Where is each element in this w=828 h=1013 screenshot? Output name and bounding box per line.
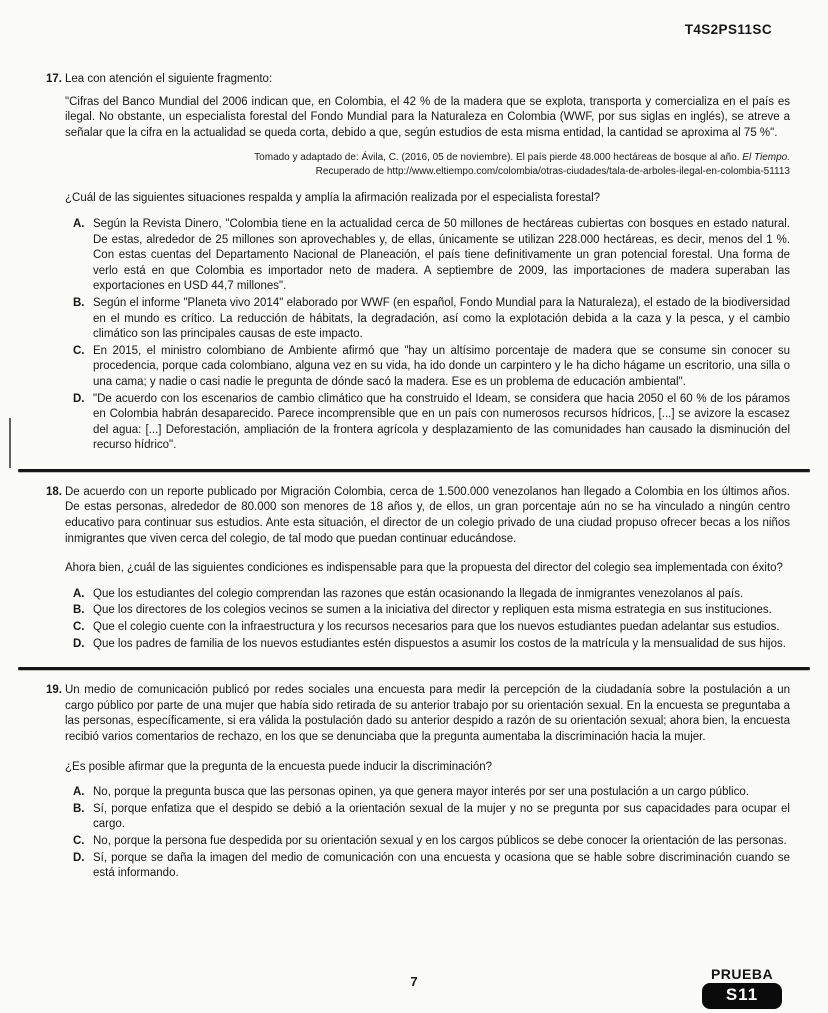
section-divider bbox=[18, 469, 810, 472]
options-list bbox=[73, 785, 790, 882]
option-text: Sí, porque se daña la imagen del medio de comunicación con una encuesta y ocasiona que se hable sobre discriminación cuando se está informando. bbox=[93, 851, 790, 880]
q17-option-a bbox=[73, 217, 790, 295]
option-letter: C. bbox=[73, 621, 85, 634]
source-url: Recuperado de http://www.eltiempo.com/colombia/otras-ciudades/tala-de-arboles-ilegal-en-colombia-51113 bbox=[315, 165, 790, 177]
quote-text: "Cifras del Banco Mundial del 2006 indican que, en Colombia, el 42 % de la madera que se explota, transporta y comercializa en el país es ilegal. No obstante, un especialista forestal del Fondo Mundial para la Naturaleza en Colombia (WWF, por sus siglas en inglés), se atreve a señalar que la cifra en la actualidad se queda corta, debido a que, según estudios de esta misma entidad, la cantidad se aproxima al 75 %". bbox=[65, 95, 790, 139]
q17-option-b bbox=[73, 296, 790, 343]
option-letter: A. bbox=[73, 786, 85, 799]
option-text: Según la Revista Dinero, "Colombia tiene en la actualidad cerca de 50 millones de hectáreas cubiertas con bosques en estado natural. De estas, alrededor de 25 millones son aprovechables y, de ellas, únicamente se utilizan 228.000 hectáreas, es decir, menos del 1 %. Con estas cuentas del Departamento Nacional de Planeación, el país tiene definitivamente un gran potencial forestal. Una forma de verlo está en que Colombia es importador neto de madera. A septiembre de 2009, las importaciones de madera superaban las exportaciones en USD 44,7 millones". bbox=[93, 217, 790, 293]
option-letter: B. bbox=[73, 802, 85, 815]
option-text: No, porque la pregunta busca que las personas opinen, ya que genera mayor interés por ser una postulación a un cargo público. bbox=[93, 786, 749, 799]
option-text: No, porque la persona fue despedida por su orientación sexual y en los cargos públicos se debe conocer la orientación de las personas. bbox=[93, 834, 787, 847]
q18-option-b bbox=[73, 603, 790, 619]
option-text: En 2015, el ministro colombiano de Ambiente afirmó que "hay un altísimo porcentaje de madera que se consume sin conocer su procedencia, porque cada colombiano, alguna vez en su vida, ha ido donde un carpintero y le ha dicho hágame un escritorio, una silla o una cama; y nadie o casi nadie le pregunta de dónde sacó la madera. Ese es un problema de educación ambiental". bbox=[93, 344, 790, 388]
question-number: 17. bbox=[46, 73, 62, 85]
options-list bbox=[73, 587, 790, 652]
option-text: Que los directores de los colegios vecinos se sumen a la iniciativa del director y repliquen esta misma estrategia en sus instituciones. bbox=[93, 604, 772, 617]
source-publication: El Tiempo. bbox=[742, 152, 790, 164]
source-text: Tomado y adaptado de: Ávila, C. (2016, 05 de noviembre). El país pierde 48.000 hectáreas de bosque al año. bbox=[254, 152, 743, 164]
option-letter: C. bbox=[73, 834, 85, 847]
question-prompt: ¿Cuál de las siguientes situaciones respalda y amplía la afirmación realizada por el especialista forestal? bbox=[65, 192, 601, 205]
options-list bbox=[73, 217, 790, 454]
prueba-code-badge: S11 bbox=[702, 983, 782, 1009]
option-letter: A. bbox=[73, 587, 85, 600]
q19-option-b bbox=[73, 802, 790, 833]
option-text: Según el informe "Planeta vivo 2014" elaborado por WWF (en español, Fondo Mundial para la Naturaleza), el estado de la biodiversidad en el mundo es crítico. La reducción de hábitats, la degradación, así como la explotación debida a la caza y la pesca, y el cambio climático son las principales causas de este impacto. bbox=[93, 296, 790, 341]
question-17 bbox=[46, 72, 790, 455]
option-letter: D. bbox=[73, 851, 85, 864]
section-divider bbox=[18, 667, 810, 670]
question-prompt: ¿Es posible afirmar que la pregunta de la encuesta puede inducir la discriminación? bbox=[65, 760, 493, 773]
q17-option-c bbox=[73, 344, 790, 391]
prueba-label: PRUEBA bbox=[710, 966, 774, 982]
q18-option-d bbox=[73, 637, 790, 653]
option-letter: B. bbox=[73, 296, 85, 309]
option-letter: D. bbox=[73, 392, 85, 405]
q19-option-a bbox=[73, 785, 790, 801]
question-prompt: Ahora bien, ¿cuál de las siguientes condiciones es indispensable para que la propuesta del director del colegio sea implementada con éxito? bbox=[65, 562, 783, 575]
option-text: Sí, porque enfatiza que el despido se debió a la orientación sexual de la mujer y no se pregunta por sus capacidades para ocupar el cargo. bbox=[93, 802, 790, 831]
option-text: Que los padres de familia de los nuevos estudiantes estén dispuestos a asumir los costos de la matrícula y la mensualidad de sus hijos. bbox=[93, 637, 786, 650]
question-text: Un medio de comunicación publicó por redes sociales una encuesta para medir la percepción de la ciudadanía sobre la postulación a un cargo público por parte de una mujer que había sido retirada de su anterior trabajo por su orientación sexual. En la encuesta se preguntaba a las personas, específicamente, si era válida la postulación dado su anterior despido a razón de su orientación sexual; ahora bien, la encuesta recibió varios comentarios de rechazo, en los que se denunciaba que la pregunta aumentaba la discriminación hacia la mujer. bbox=[65, 684, 790, 743]
source-citation bbox=[65, 151, 790, 178]
page-number: 7 bbox=[410, 974, 418, 989]
q19-option-d bbox=[73, 851, 790, 882]
option-text: Que los estudiantes del colegio comprendan las razones que están ocasionando la llegada de inmigrantes venezolanos al país. bbox=[93, 587, 744, 600]
prueba-badge bbox=[702, 966, 782, 1009]
option-letter: A. bbox=[73, 217, 85, 230]
question-intro: Lea con atención el siguiente fragmento: bbox=[65, 73, 273, 85]
option-text: "De acuerdo con los escenarios de cambio climático que ha construido el Ideam, se considera que hacia 2050 el 60 % de los páramos en Colombia habrán desaparecido. Parece incomprensible que en un país con numerosos recursos hídricos, [...] se avizore la escasez del agua: [...] Deforestación, ampliación de la frontera agrícola y desplazamiento de las comunidades han causado la disminución del recurso hídrico". bbox=[93, 392, 790, 452]
q17-option-d bbox=[73, 392, 790, 454]
form-code: T4S2PS11SC bbox=[684, 22, 772, 37]
question-18 bbox=[46, 485, 790, 653]
question-body bbox=[65, 72, 790, 455]
question-body bbox=[65, 485, 790, 653]
q19-option-c bbox=[73, 834, 790, 850]
question-text: De acuerdo con un reporte publicado por Migración Colombia, cerca de 1.500.000 venezolanos han llegado a Colombia en los últimos años. De estas personas, alrededor de 80.000 son menores de 18 años y, de ellos, un gran porcentaje aún no se ha vinculado a ningún centro educativo para continuar sus estudios. Ante esta situación, el director de un colegio privado de una ciudad propuso ofrecer becas a los niños inmigrantes que viven cerca del colegio, de tal modo que puedan continuar educándose. bbox=[65, 485, 790, 545]
option-letter: C. bbox=[73, 344, 85, 357]
question-body bbox=[65, 683, 790, 883]
question-number: 19. bbox=[46, 684, 62, 697]
option-text: Que el colegio cuente con la infraestructura y los recursos necesarios para que los nuevos estudiantes puedan adelantar sus estudios. bbox=[93, 621, 780, 634]
option-letter: B. bbox=[73, 604, 85, 617]
option-letter: D. bbox=[73, 637, 85, 650]
q18-option-c bbox=[73, 620, 790, 636]
question-number: 18. bbox=[46, 485, 62, 498]
question-19 bbox=[46, 683, 790, 883]
q18-option-a bbox=[73, 587, 790, 603]
